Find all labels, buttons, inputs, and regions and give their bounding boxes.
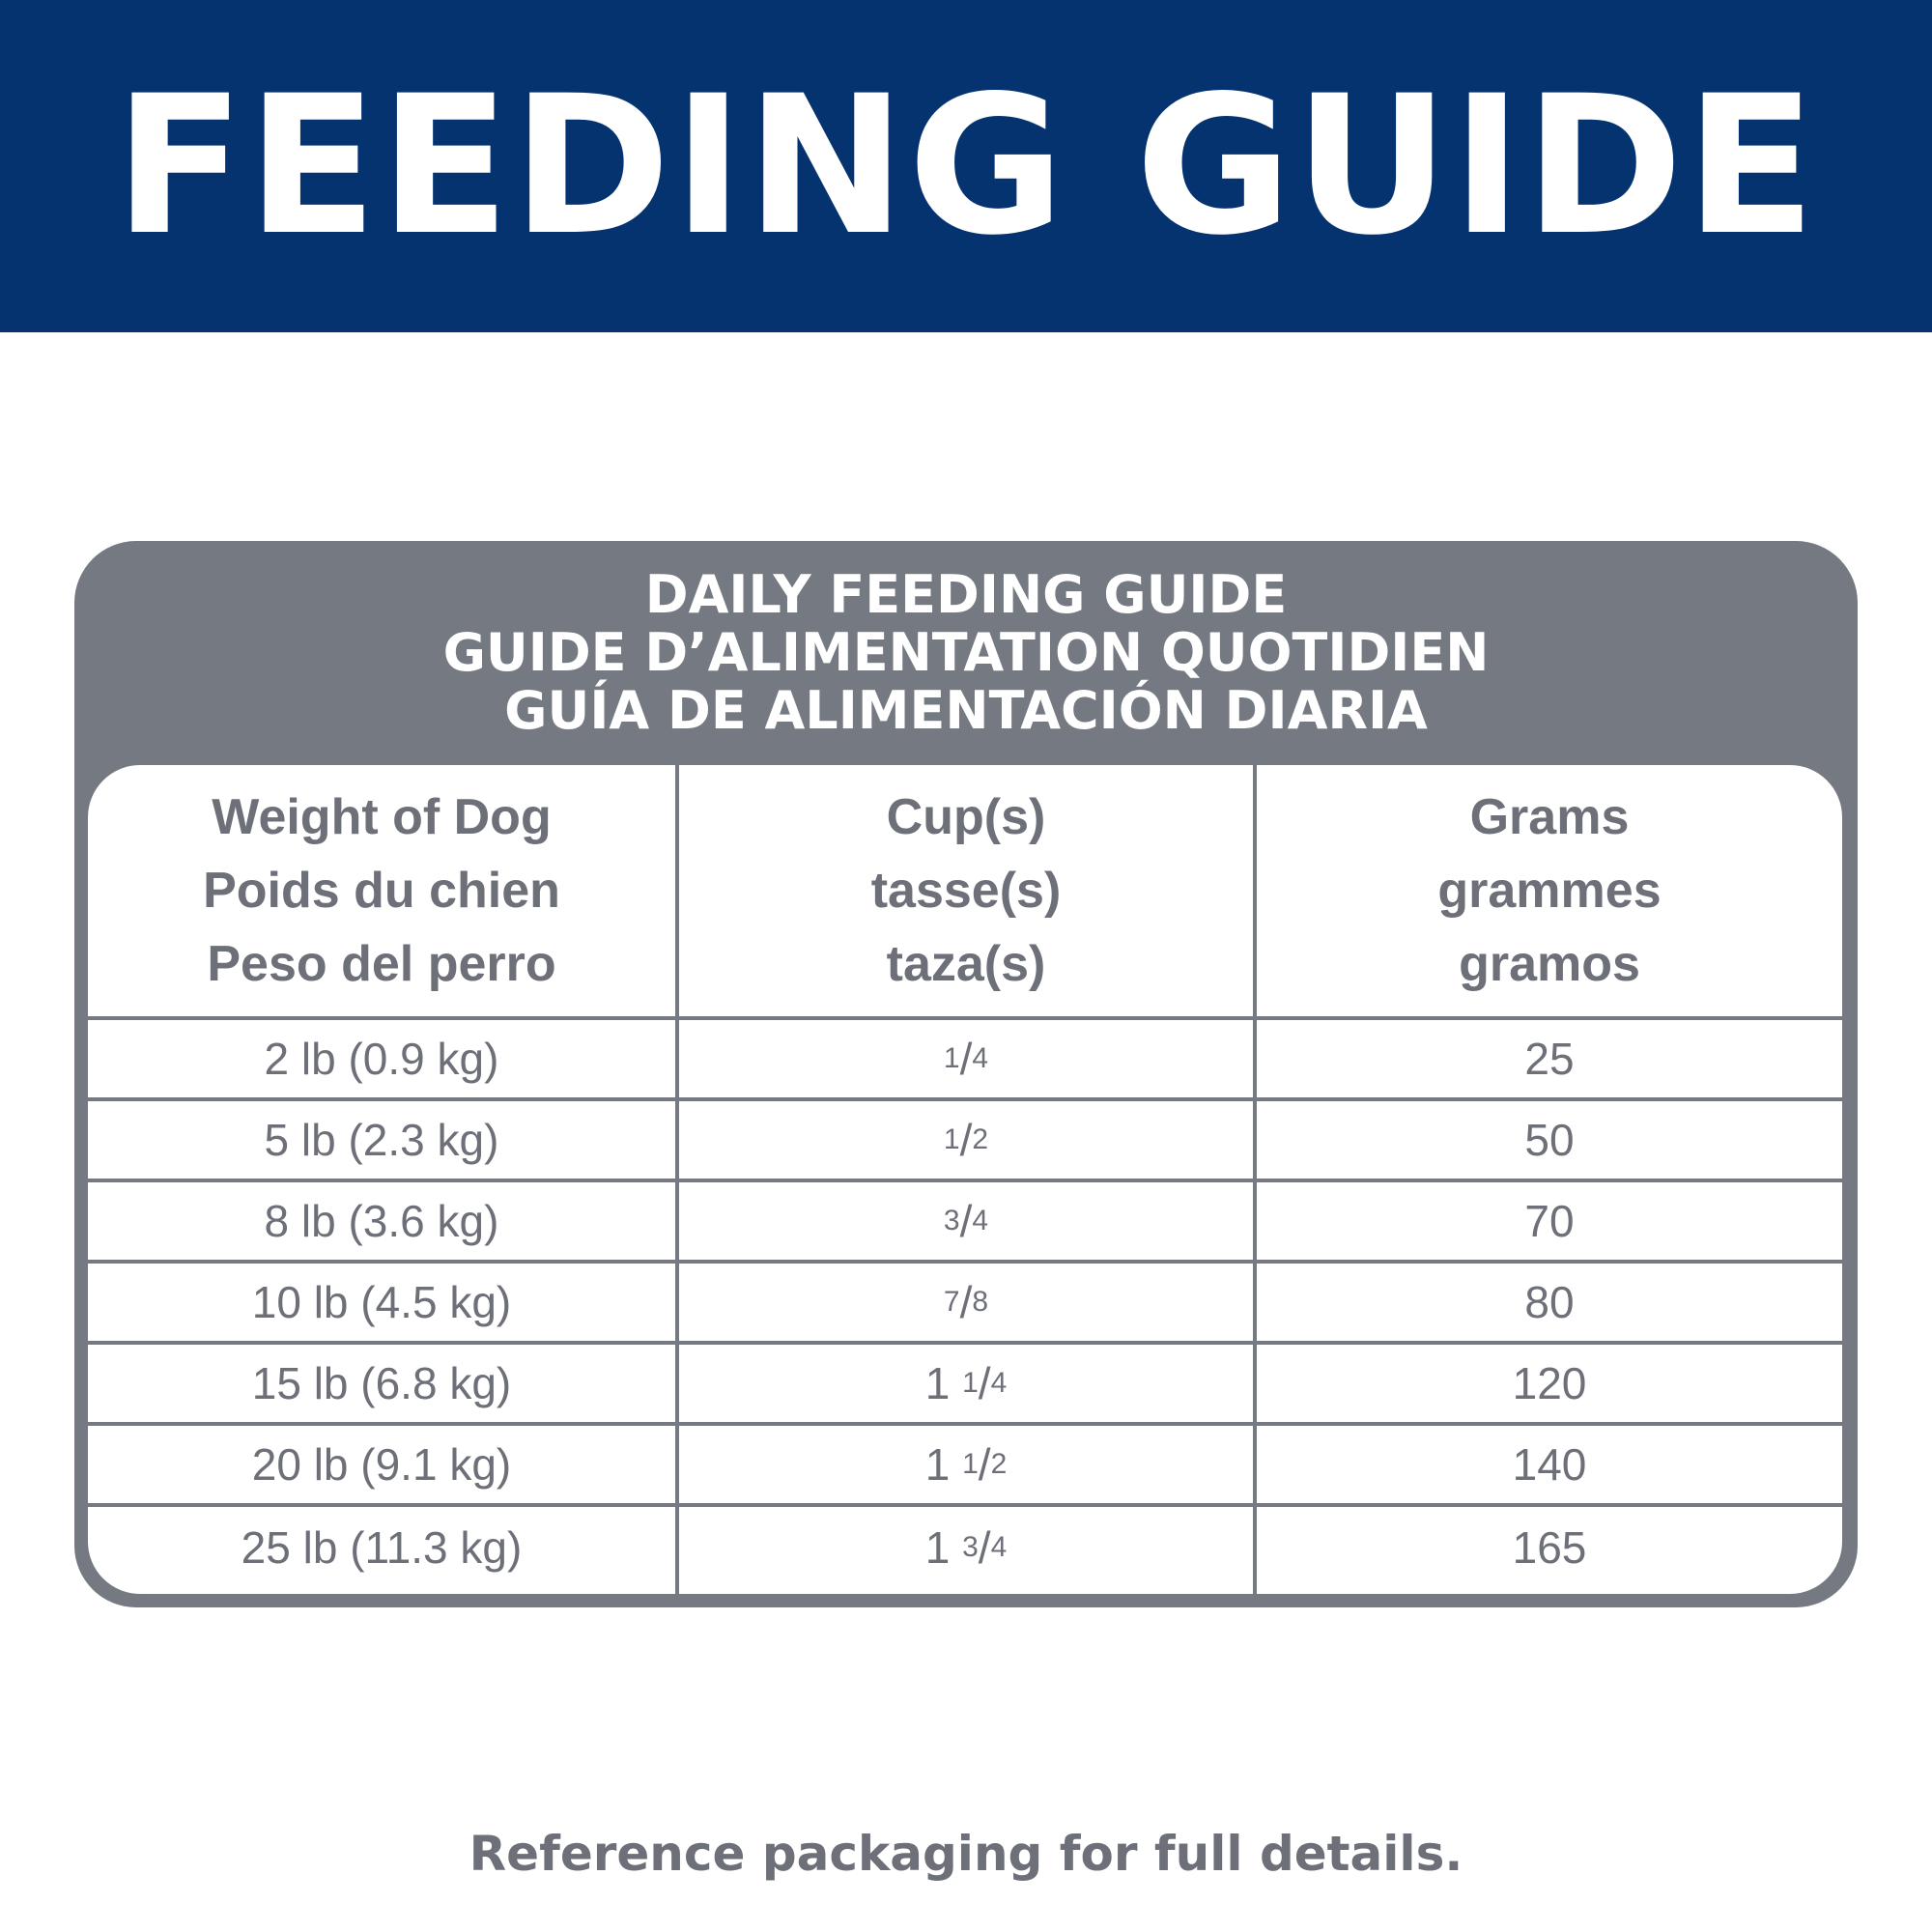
column-header-line: tasse(s) <box>870 863 1062 919</box>
table-cell-grams: 70 <box>1524 1196 1575 1246</box>
column-header-line: Cup(s) <box>886 789 1046 845</box>
column-header-line: Grams <box>1469 789 1630 845</box>
table-cell-grams: 165 <box>1512 1522 1587 1573</box>
column-header-line: Weight of Dog <box>212 789 552 845</box>
table-cell-cups: 1 / 4 <box>943 1034 989 1084</box>
guide-header-english: DAILY FEEDING GUIDE <box>644 564 1288 625</box>
table-cell-grams: 50 <box>1524 1115 1575 1165</box>
column-header-line: grammes <box>1437 863 1662 919</box>
page-title: FEEDING GUIDE <box>114 54 1818 277</box>
cups-whole: 1 <box>924 1439 951 1490</box>
table-cell-cups: 3 / 4 <box>943 1196 989 1246</box>
table-cell-grams: 80 <box>1524 1277 1575 1327</box>
daily-feeding-guide-card <box>74 541 1858 1607</box>
table-cell-grams: 25 <box>1524 1034 1575 1084</box>
feeding-table <box>88 765 1842 1594</box>
table-cell-weight: 10 lb (4.5 kg) <box>251 1277 512 1327</box>
table-cell-grams: 120 <box>1512 1358 1587 1408</box>
column-header-line: gramos <box>1459 936 1640 992</box>
guide-header-spanish: GUÍA DE ALIMENTACIÓN DIARIA <box>504 680 1428 741</box>
table-cell-weight: 5 lb (2.3 kg) <box>264 1115 499 1165</box>
table-cell-weight: 8 lb (3.6 kg) <box>264 1196 499 1246</box>
table-cell-cups: 1 1 / 4 <box>924 1358 1008 1408</box>
table-cell-cups: 1 1 / 2 <box>924 1439 1008 1490</box>
table-cell-cups: 1 3 / 4 <box>924 1522 1008 1573</box>
footer-note: Reference packaging for full details. <box>469 1826 1463 1882</box>
cups-whole: 1 <box>924 1358 951 1408</box>
guide-header <box>74 566 1858 740</box>
table-cell-weight: 25 lb (11.3 kg) <box>241 1522 523 1573</box>
column-header-line: Poids du chien <box>203 863 560 919</box>
title-banner <box>0 0 1932 332</box>
column-header-weight <box>88 765 675 1016</box>
column-header-grams <box>1257 765 1842 1016</box>
table-cell-weight: 2 lb (0.9 kg) <box>264 1034 499 1084</box>
table-cell-grams: 140 <box>1512 1439 1587 1490</box>
column-header-line: taza(s) <box>886 936 1046 992</box>
column-header-cups <box>679 765 1253 1016</box>
cups-whole: 1 <box>924 1522 951 1573</box>
table-cell-cups: 7 / 8 <box>943 1277 989 1327</box>
table-cell-cups: 1 / 2 <box>943 1115 989 1165</box>
table-cell-weight: 15 lb (6.8 kg) <box>251 1358 512 1408</box>
column-header-line: Peso del perro <box>207 936 556 992</box>
table-cell-weight: 20 lb (9.1 kg) <box>251 1439 512 1490</box>
guide-header-french: GUIDE D’ALIMENTATION QUOTIDIEN <box>442 622 1490 683</box>
